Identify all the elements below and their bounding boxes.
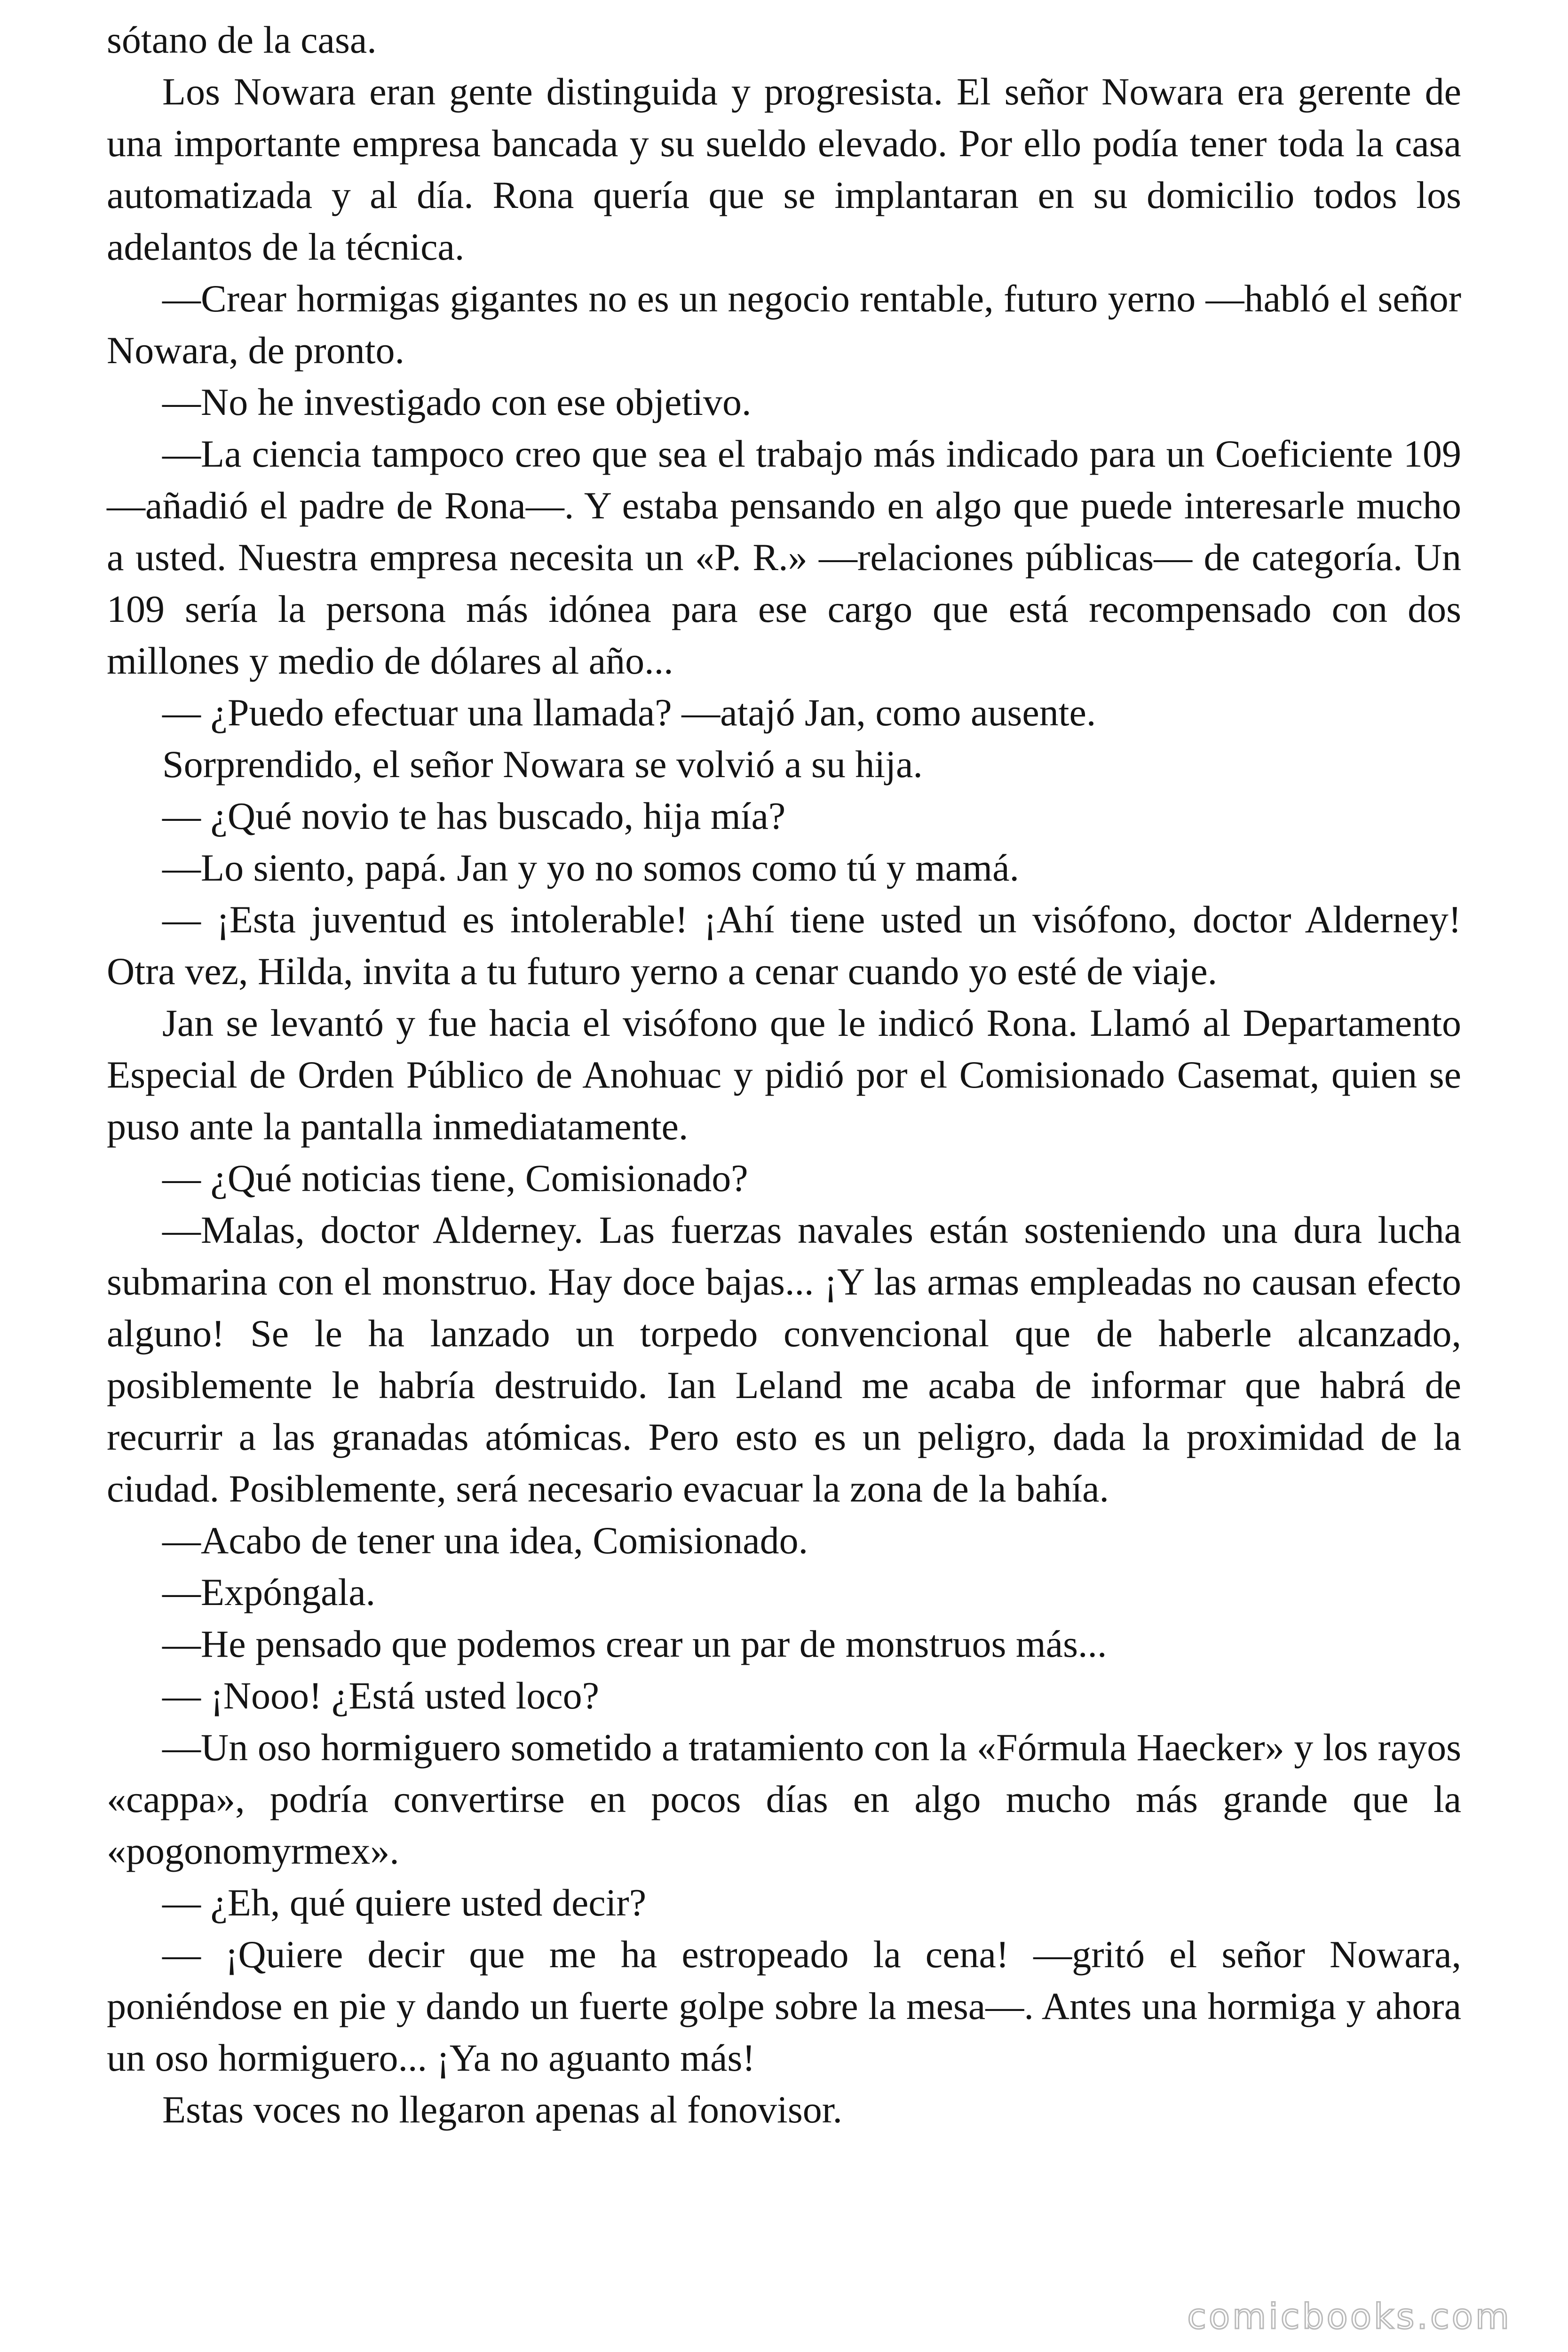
paragraph: — ¿Qué novio te has buscado, hija mía? (162, 795, 786, 837)
paragraph: Sorprendido, el señor Nowara se volvió a su hija. (162, 743, 923, 786)
paragraph: —No he investigado con ese objetivo. (162, 381, 752, 423)
paragraph: —Acabo de tener una idea, Comisionado. (162, 1519, 808, 1562)
page-text (107, 14, 1461, 2136)
paragraph: Jan se levantó y fue hacia el visófono que le indicó Rona. Llamó al Departamento Especial de Orden Público de Anohuac y pidió por el Comisionado Casemat, quien se puso ante la pantalla inmediatamente. (107, 1001, 1461, 1148)
paragraph: Estas voces no llegaron apenas al fonovisor. (162, 2088, 843, 2131)
paragraph: —Un oso hormiguero sometido a tratamiento con la «Fórmula Haecker» y los rayos «cappa», podría convertirse en pocos días en algo mucho más grande que la «pogonomyrmex». (107, 1726, 1461, 1872)
paragraph: —La ciencia tampoco creo que sea el trabajo más indicado para un Coeficiente 109 —añadió el padre de Rona—. Y estaba pensando en algo que puede interesarle mucho a usted. Nuestra empresa necesita un «P. R.» —relaciones públicas— de categoría. Un 109 sería la persona más idónea para ese cargo que está recompensado con dos millones y medio de dólares al año... (107, 432, 1461, 682)
paragraph: —Crear hormigas gigantes no es un negocio rentable, futuro yerno —habló el señor Nowara, de pronto. (107, 277, 1461, 372)
paragraph: — ¿Eh, qué quiere usted decir? (162, 1881, 647, 1924)
paragraph: Los Nowara eran gente distinguida y progresista. El señor Nowara era gerente de una importante empresa bancada y su sueldo elevado. Por ello podía tener toda la casa automatizada y al día. Rona quería que se implantaran en su domicilio todos los adelantos de la técnica. (107, 70, 1461, 268)
paragraph: —Expóngala. (162, 1571, 376, 1613)
paragraph: — ¿Qué noticias tiene, Comisionado? (162, 1157, 748, 1200)
paragraph: — ¿Puedo efectuar una llamada? —atajó Jan, como ausente. (162, 691, 1096, 734)
paragraph: — ¡Esta juventud es intolerable! ¡Ahí tiene usted un visófono, doctor Alderney! Otra vez, Hilda, invita a tu futuro yerno a cenar cuando yo esté de viaje. (107, 898, 1461, 993)
paragraph: —Malas, doctor Alderney. Las fuerzas navales están sosteniendo una dura lucha submarina con el monstruo. Hay doce bajas... ¡Y las armas empleadas no causan efecto alguno! Se le ha lanzado un torpedo convencional que de haberle alcanzado, posiblemente le habría destruido. Ian Leland me acaba de informar que habrá de recurrir a las granadas atómicas. Pero esto es un peligro, dada la proximidad de la ciudad. Posiblemente, será necesario evacuar la zona de la bahía. (107, 1208, 1461, 1510)
paragraph: — ¡Quiere decir que me ha estropeado la cena! —gritó el señor Nowara, poniéndose en pie y dando un fuerte golpe sobre la mesa—. Antes una hormiga y ahora un oso hormiguero... ¡Ya no aguanto más! (107, 1933, 1461, 2079)
watermark: comicbooks.com (1187, 2296, 1512, 2337)
paragraph: — ¡Nooo! ¿Está usted loco? (162, 1674, 600, 1717)
paragraph: sótano de la casa. (107, 18, 377, 61)
paragraph: —Lo siento, papá. Jan y yo no somos como tú y mamá. (162, 846, 1019, 889)
paragraph: —He pensado que podemos crear un par de monstruos más... (162, 1622, 1107, 1665)
